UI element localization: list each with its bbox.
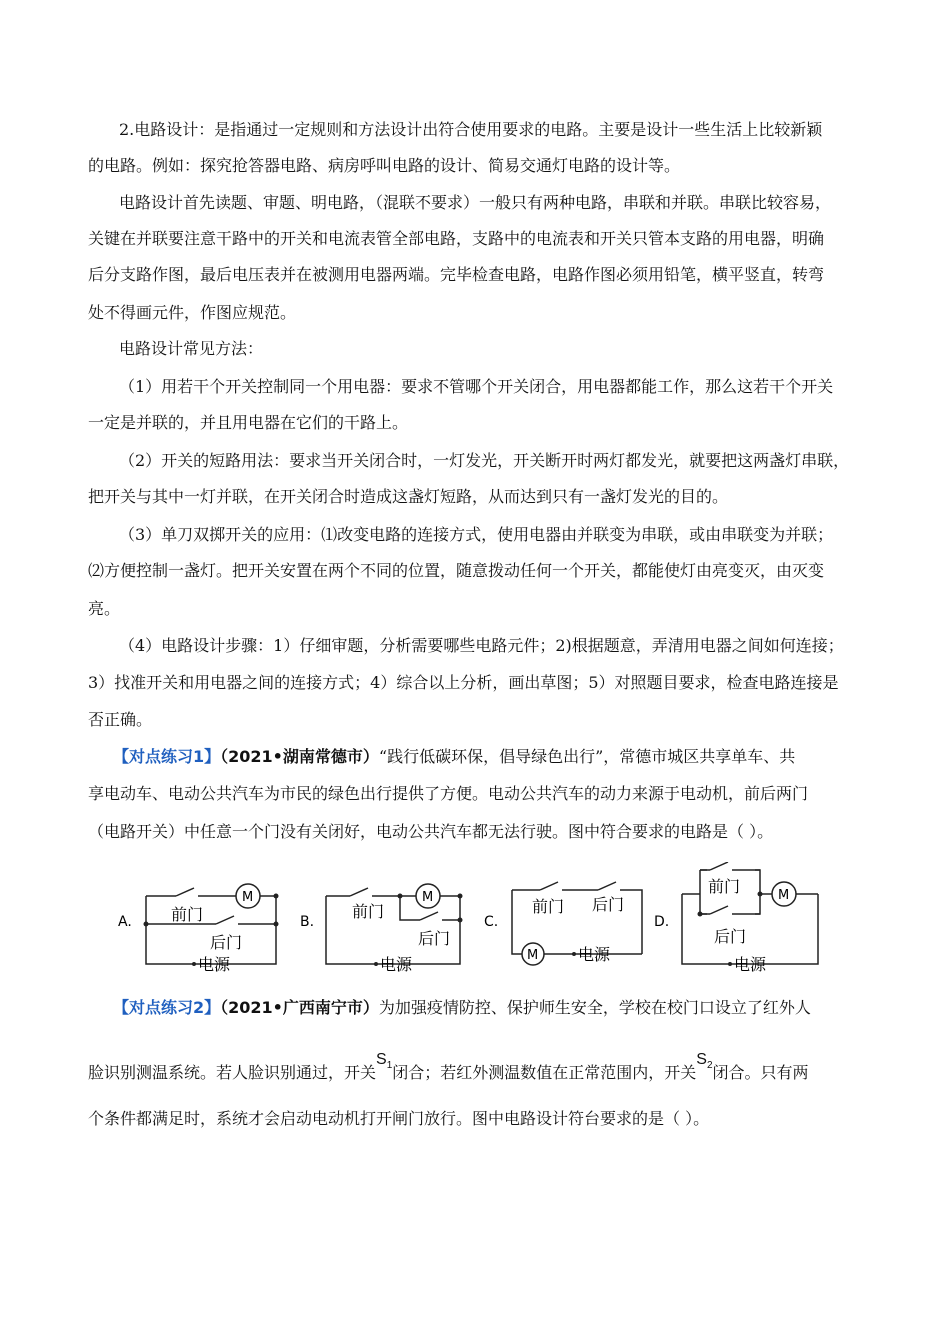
s2-subscript: 2 <box>706 1060 713 1071</box>
exercise1-text: “践行低碳环保，倡导绿色出行”，常德市城区共享单车、共 <box>378 747 796 766</box>
method4-line2: 3）找准开关和用电器之间的连接方式；4）综合以上分析，画出草图；5）对照题目要求，检查电路连接是 <box>88 673 839 692</box>
option-c-label: C. <box>484 914 499 930</box>
method3-line1: （3）单刀双掷开关的应用：⑴改变电路的连接方式，使用电器由并联变为串联，或由串联变为并联； <box>119 525 834 544</box>
method2-line1: （2）开关的短路用法：要求当开关闭合时，一灯发光，开关断开时两灯都发光，就要把这两盏灯串联， <box>119 451 850 470</box>
power-label: 电源 <box>734 955 767 972</box>
exercise1-line3: （电路开关）中任意一个门没有关闭好，电动公共汽车都无法行驶。图中符合要求的电路是（ ）。 <box>88 822 774 841</box>
exercise2-line1 <box>113 998 811 1018</box>
para2-line1: 电路设计首先读题、审题、明电路，（混联不要求）一般只有两种电路，串联和并联。串联比较容易， <box>119 193 832 212</box>
method2-line2: 把开关与其中一灯并联，在开关闭合时造成这盏灯短路，从而达到只有一盏灯发光的目的。 <box>88 487 729 506</box>
motor-label: M <box>422 890 434 905</box>
exercise2-text-b: 闭合；若红外测温数值在正常范围内，开关 <box>392 1063 697 1082</box>
back-door-label: 后门 <box>592 895 625 914</box>
exercise1-tag: 【对点练习1】 <box>113 747 221 766</box>
methods-heading: 电路设计常见方法： <box>119 339 264 358</box>
front-door-label: 前门 <box>708 877 741 896</box>
para2-line4: 处不得画元件，作图应规范。 <box>88 303 297 322</box>
s1-subscript: 1 <box>386 1060 393 1071</box>
method1-line2: 一定是并联的，并且用电器在它们的干路上。 <box>88 413 409 432</box>
back-door-label: 后门 <box>714 927 747 946</box>
method4-line1: （4）电路设计步骤：1）仔细审题，分析需要哪些电路元件；2)根据题意，弄清用电器之间如何连接； <box>119 636 844 655</box>
exercise2-text-a: 脸识别测温系统。若人脸识别通过，开关 <box>88 1063 377 1082</box>
para1-line2: 的电路。例如：探究抢答器电路、病房呼叫电路的设计、简易交通灯电路的设计等。 <box>88 156 681 175</box>
front-door-label: 前门 <box>532 897 565 916</box>
back-door-label: 后门 <box>418 929 451 948</box>
exercise1-source: （2021•湖南常德市） <box>220 747 379 766</box>
back-door-label: 后门 <box>210 933 243 952</box>
exercise2-line3: 个条件都满足时，系统才会启动电动机打开闸门放行。图中电路设计符台要求的是（ ）。 <box>88 1109 710 1128</box>
option-d-label: D. <box>654 914 670 930</box>
circuit-diagram-c[interactable] <box>482 862 657 972</box>
circuit-diagram-b[interactable] <box>298 862 473 972</box>
exercise2-text-c: 闭合。只有两 <box>712 1063 809 1082</box>
exercise2-line2 <box>88 1051 809 1086</box>
switch-s1-symbol <box>376 1051 393 1071</box>
s1-letter: S <box>376 1051 387 1068</box>
motor-label: M <box>527 948 539 963</box>
option-b-label: B. <box>300 914 315 930</box>
para2-line3: 后分支路作图，最后电压表并在被测用电器两端。完毕检查电路，电路作图必须用铅笔，横平竖直，转弯 <box>88 265 825 284</box>
exercise2-tag: 【对点练习2】 <box>113 998 221 1017</box>
s2-letter: S <box>696 1051 707 1068</box>
exercise1-line2: 享电动车、电动公共汽车为市民的绿色出行提供了方便。电动公共汽车的动力来源于电动机，前后两门 <box>88 784 809 803</box>
power-label: 电源 <box>578 945 611 964</box>
exercise2-text: 为加强疫情防控、保护师生安全，学校在校门口设立了红外人 <box>378 998 811 1017</box>
exercise2-source: （2021•广西南宁市） <box>220 998 379 1017</box>
front-door-label: 前门 <box>352 902 385 921</box>
motor-label: M <box>778 888 790 903</box>
switch-s2-symbol <box>696 1051 713 1071</box>
power-label: 电源 <box>198 955 231 972</box>
method3-line2: ⑵方便控制一盏灯。把开关安置在两个不同的位置，随意拨动任何一个开关，都能使灯由亮变灭，由灭变 <box>88 561 825 580</box>
front-door-label: 前门 <box>171 905 204 924</box>
method3-line3: 亮。 <box>88 599 121 618</box>
circuit-diagram-d[interactable] <box>652 862 827 972</box>
para2-line2: 关键在并联要注意干路中的开关和电流表管全部电路，支路中的电流表和开关只管本支路的用电器，明确 <box>88 229 825 248</box>
circuit-diagram-a[interactable] <box>116 862 296 972</box>
method1-line1: （1）用若干个开关控制同一个用电器：要求不管哪个开关闭合，用电器都能工作，那么这若干个开关 <box>119 377 834 396</box>
para1-line1: 2.电路设计：是指通过一定规则和方法设计出符合使用要求的电路。主要是设计一些生活上比较新颖 <box>119 120 823 139</box>
exercise1-line1 <box>113 747 795 767</box>
option-a-label: A. <box>118 914 132 930</box>
motor-label: M <box>242 890 254 905</box>
power-label: 电源 <box>380 955 413 972</box>
method4-line3: 否正确。 <box>88 710 153 729</box>
